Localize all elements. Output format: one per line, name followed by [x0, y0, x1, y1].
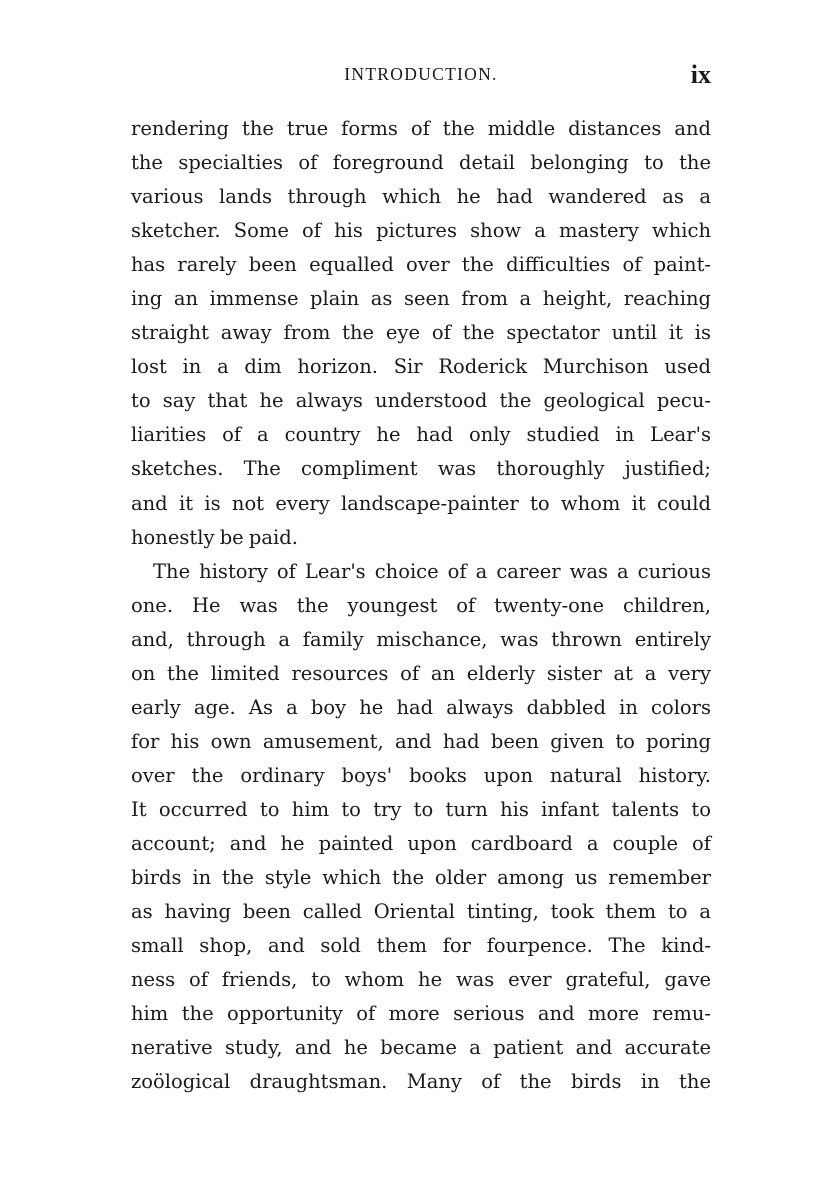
text-line: him the opportunity of more serious and more remu-	[131, 1002, 711, 1026]
text-line: account; and he painted upon cardboard a couple of	[131, 831, 711, 855]
text-line: the specialties of foreground detail belonging to the	[131, 151, 711, 175]
text-line: small shop, and sold them for fourpence. The kind-	[131, 934, 711, 958]
text-line: early age. As a boy he had always dabbled in colors	[131, 695, 711, 719]
text-line: for his own amusement, and had been given to poring	[131, 729, 711, 753]
text-line: and it is not every landscape-painter to whom it could	[131, 491, 711, 515]
running-title: INTRODUCTION.	[344, 64, 498, 84]
text-line: on the limited resources of an elderly sister at a very	[131, 661, 711, 685]
text-line: lost in a dim horizon. Sir Roderick Murchison used	[131, 355, 711, 379]
text-line: ness of friends, to whom he was ever grateful, gave	[131, 968, 711, 992]
text-line: as having been called Oriental tinting, took them to a	[131, 900, 711, 924]
text-line: and, through a family mischance, was thrown entirely	[131, 627, 711, 651]
text-line: one. He was the youngest of twenty-one children,	[131, 593, 711, 617]
body-text	[131, 112, 711, 1099]
text-line: liarities of a country he had only studied in Lear's	[131, 423, 711, 447]
text-line: birds in the style which the older among us remember	[131, 866, 711, 890]
text-line: over the ordinary boys' books upon natural history.	[131, 763, 711, 787]
text-line: sketches. The compliment was thoroughly justified;	[131, 457, 711, 481]
text-line: sketcher. Some of his pictures show a mastery which	[131, 219, 711, 243]
text-line: to say that he always understood the geological pecu-	[131, 389, 711, 413]
running-head	[131, 62, 711, 92]
text-line: various lands through which he had wandered as a	[131, 185, 711, 209]
text-line: ing an immense plain as seen from a height, reaching	[131, 287, 711, 311]
paragraph-start-line: The history of Lear's choice of a career was a curious	[153, 559, 711, 583]
page-number: ix	[690, 60, 711, 89]
text-line: straight away from the eye of the spectator until it is	[131, 321, 711, 345]
text-line: has rarely been equalled over the difficulties of paint-	[131, 253, 711, 277]
text-line: nerative study, and he became a patient and accurate	[131, 1036, 711, 1060]
paragraph-end-line: honestly be paid.	[131, 525, 298, 549]
text-line: zoölogical draughtsman. Many of the birds in the	[131, 1070, 711, 1094]
text-line: It occurred to him to try to turn his infant talents to	[131, 797, 711, 821]
text-line: rendering the true forms of the middle distances and	[131, 117, 711, 140]
